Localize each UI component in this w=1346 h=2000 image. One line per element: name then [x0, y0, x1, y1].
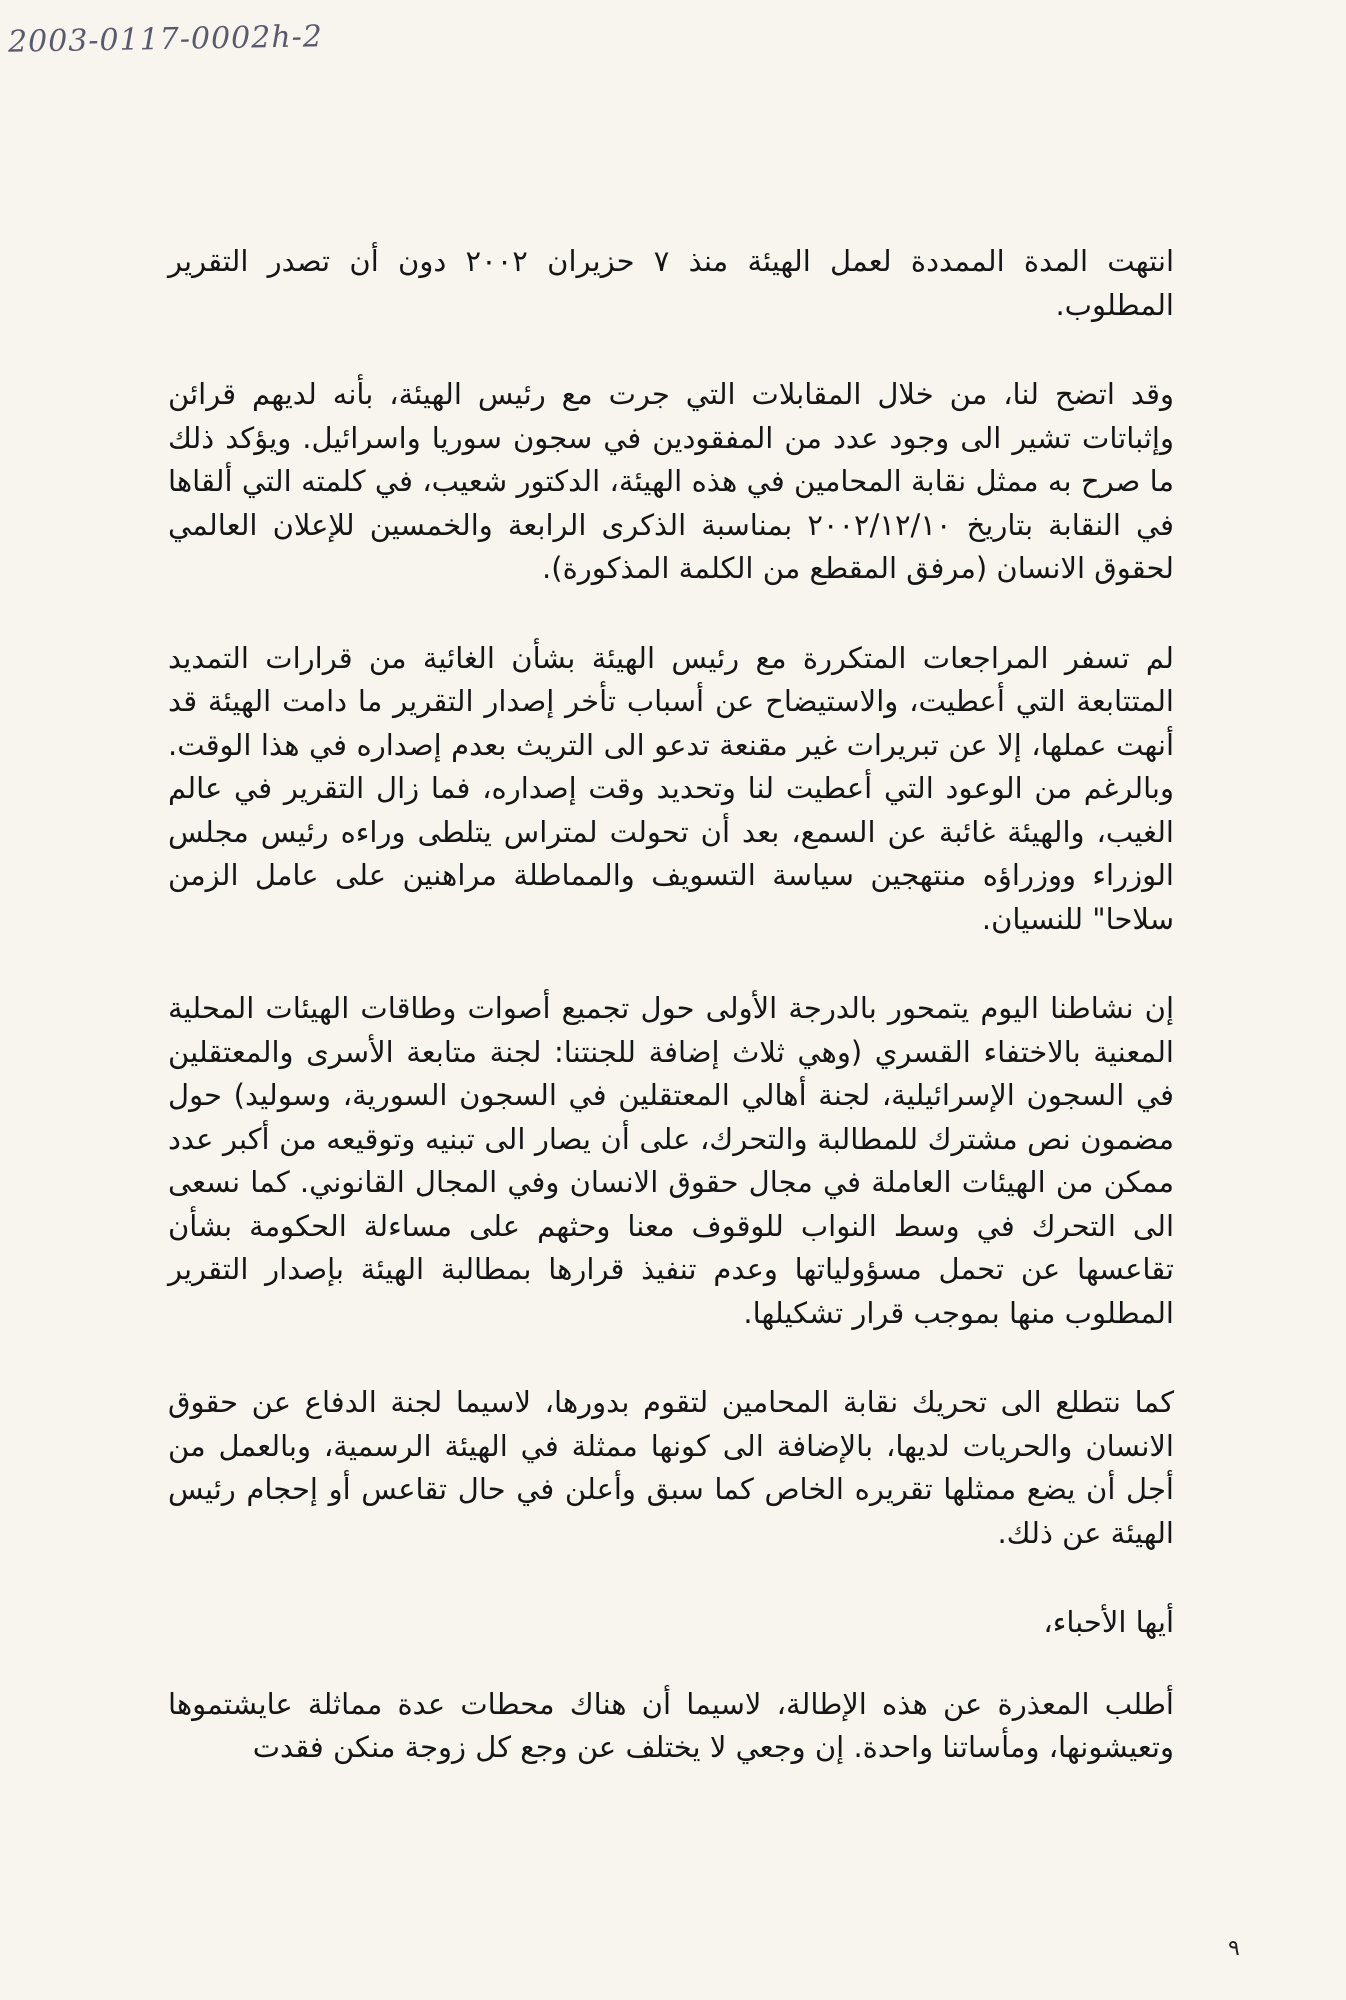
paragraph-salutation: أيها الأحباء،	[1043, 1605, 1174, 1639]
paragraph-report-deadline: انتهت المدة الممددة لعمل الهيئة منذ ٧ حزيران ٢٠٠٢ دون أن تصدر التقرير المطلوب.	[168, 244, 1175, 322]
paragraph-follow-ups: لم تسفر المراجعات المتكررة مع رئيس الهيئة بشأن الغائية من قرارات التمديد المتتابعة التي أعطيت، والاستيضاح عن أسباب تأخر إصدار التقرير ما دامت الهيئة قد أنهت عملها، إلا عن تبريرات غير مقنعة تدعو الى التريث بعدم إصداره في هذا الوقت. وبالرغم من الوعود التي أعطيت لنا وتحديد وقت إصداره، فما زال التقرير في عالم الغيب، والهيئة غائبة عن السمع، بعد أن تحولت لمتراس يتلطى وراءه رئيس مجلس الوزراء ووزراؤه منتهجين سياسة التسويف والمماطلة مراهنين على عامل الزمن سلاحا" للنسيان.	[168, 640, 1174, 936]
reference-code: 2003-0117-0002h-2	[7, 19, 324, 60]
letter-body	[168, 240, 1174, 1816]
paragraph-evidence: وقد اتضح لنا، من خلال المقابلات التي جرت مع رئيس الهيئة، بأنه لديهم قرائن وإثباتات تشير الى وجود عدد من المفقودين في سجون سوريا واسرائيل. ويؤكد ذلك ما صرح به ممثل نقابة المحامين في هذه الهيئة، الدكتور شعيب، في كلمته التي ألقاها في النقابة بتاريخ ٢٠٠٢/١٢/١٠ بمناسبة الذكرى الرابعة والخمسين للإعلان العالمي لحقوق الانسان (مرفق المقطع من الكلمة المذكورة).	[168, 377, 1174, 585]
paragraph-bar-association: كما نتطلع الى تحريك نقابة المحامين لتقوم بدورها، لاسيما لجنة الدفاع عن حقوق الانسان والحريات لديها، بالإضافة الى كونها ممثلة في الهيئة الرسمية، وبالعمل من أجل أن يضع ممثلها تقريره الخاص كما سبق وأعلن في حال تقاعس أو إحجام رئيس الهيئة عن ذلك.	[168, 1385, 1174, 1550]
page-number: ٩	[1228, 1936, 1240, 1961]
paragraph-apology: أطلب المعذرة عن هذه الإطالة، لاسيما أن هناك محطات عدة مماثلة عايشتموها وتعيشونها، ومأساتنا واحدة. إن وجعي لا يختلف عن وجع كل زوجة منكن فقدت	[168, 1686, 1174, 1764]
paragraph-current-activity: إن نشاطنا اليوم يتمحور بالدرجة الأولى حول تجميع أصوات وطاقات الهيئات المحلية المعنية بالاختفاء القسري (وهي ثلاث إضافة للجنتنا: لجنة متابعة الأسرى والمعتقلين في السجون الإسرائيلية، لجنة أهالي المعتقلين في السجون السورية، وسوليد) حول مضمون نص مشترك للمطالبة والتحرك، على أن يصار الى تبنيه وتوقيعه من أكبر عدد ممكن من الهيئات العاملة في مجال حقوق الانسان وفي المجال القانوني. كما نسعى الى التحرك في وسط النواب للوقوف معنا وحثهم على مساءلة الحكومة بشأن تقاعسها عن تحمل مسؤولياتها وعدم تنفيذ قرارها بمطالبة الهيئة بإصدار التقرير المطلوب منها بموجب قرار تشكيلها.	[168, 991, 1174, 1330]
